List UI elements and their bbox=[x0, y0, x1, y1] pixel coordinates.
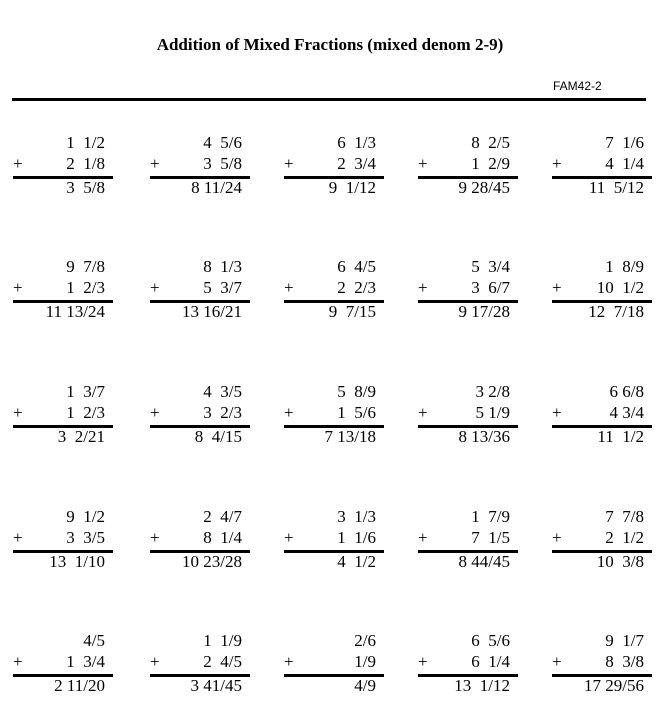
addend-bottom: 6 1/4 bbox=[471, 652, 510, 671]
addend-bottom: 2 3/4 bbox=[337, 154, 376, 173]
answer: 7 13/18 bbox=[324, 427, 376, 446]
addend-bottom: 1 5/6 bbox=[337, 403, 376, 422]
addition-problem bbox=[552, 507, 652, 577]
addend-top: 3 2/8 bbox=[475, 382, 510, 401]
addend-bottom: 2 1/2 bbox=[605, 528, 644, 547]
answer: 11 5/12 bbox=[588, 178, 644, 197]
plus-sign: + bbox=[552, 652, 562, 671]
answer: 9 7/15 bbox=[328, 302, 376, 321]
addition-problem bbox=[284, 382, 384, 452]
addend-top: 9 7/8 bbox=[66, 257, 105, 276]
plus-sign: + bbox=[418, 278, 428, 297]
plus-sign: + bbox=[552, 154, 562, 173]
answer: 10 3/8 bbox=[596, 552, 644, 571]
addition-problem bbox=[150, 507, 250, 577]
addend-bottom: 1/9 bbox=[354, 652, 376, 671]
plus-sign: + bbox=[13, 528, 23, 547]
addend-top: 5 8/9 bbox=[337, 382, 376, 401]
addition-problem bbox=[418, 631, 518, 701]
answer: 4 1/2 bbox=[337, 552, 376, 571]
addend-bottom: 10 1/2 bbox=[596, 278, 644, 297]
plus-sign: + bbox=[418, 403, 428, 422]
addition-problem bbox=[284, 257, 384, 327]
addend-top: 9 1/7 bbox=[605, 631, 644, 650]
addend-top: 8 1/3 bbox=[203, 257, 242, 276]
addend-top: 1 3/7 bbox=[66, 382, 105, 401]
addition-problem bbox=[418, 507, 518, 577]
answer: 13 1/12 bbox=[454, 676, 510, 695]
addend-bottom: 5 3/7 bbox=[203, 278, 242, 297]
addition-problem bbox=[150, 257, 250, 327]
answer: 17 29/56 bbox=[584, 676, 644, 695]
plus-sign: + bbox=[284, 652, 294, 671]
addition-problem bbox=[150, 382, 250, 452]
addend-bottom: 4 1/4 bbox=[605, 154, 644, 173]
plus-sign: + bbox=[284, 403, 294, 422]
answer: 13 1/10 bbox=[49, 552, 105, 571]
addition-problem bbox=[13, 257, 113, 327]
addend-top: 6 5/6 bbox=[471, 631, 510, 650]
answer: 3 41/45 bbox=[190, 676, 242, 695]
addend-top: 2 4/7 bbox=[203, 507, 242, 526]
plus-sign: + bbox=[150, 403, 160, 422]
addition-problem bbox=[13, 631, 113, 701]
addend-top: 4 3/5 bbox=[203, 382, 242, 401]
addition-problem bbox=[13, 133, 113, 203]
addition-problem bbox=[552, 382, 652, 452]
addend-top: 4 5/6 bbox=[203, 133, 242, 152]
answer: 8 13/36 bbox=[458, 427, 510, 446]
addend-bottom: 2 1/8 bbox=[66, 154, 105, 173]
addend-top: 4/5 bbox=[83, 631, 105, 650]
addend-bottom: 1 2/3 bbox=[66, 278, 105, 297]
addend-bottom: 8 3/8 bbox=[605, 652, 644, 671]
answer: 3 2/21 bbox=[57, 427, 105, 446]
plus-sign: + bbox=[284, 278, 294, 297]
addend-bottom: 3 6/7 bbox=[471, 278, 510, 297]
answer: 11 1/2 bbox=[597, 427, 644, 446]
answer: 10 23/28 bbox=[182, 552, 242, 571]
addend-bottom: 3 2/3 bbox=[203, 403, 242, 422]
answer: 8 4/15 bbox=[194, 427, 242, 446]
addend-top: 2/6 bbox=[354, 631, 376, 650]
addend-bottom: 8 1/4 bbox=[203, 528, 242, 547]
addend-bottom: 4 3/4 bbox=[609, 403, 644, 422]
answer: 4/9 bbox=[354, 676, 376, 695]
answer: 2 11/20 bbox=[54, 676, 105, 695]
addition-problem bbox=[284, 507, 384, 577]
addend-bottom: 1 3/4 bbox=[66, 652, 105, 671]
plus-sign: + bbox=[150, 652, 160, 671]
answer: 13 16/21 bbox=[182, 302, 242, 321]
plus-sign: + bbox=[13, 154, 23, 173]
addend-top: 6 6/8 bbox=[609, 382, 644, 401]
answer: 9 17/28 bbox=[458, 302, 510, 321]
addend-bottom: 1 2/9 bbox=[471, 154, 510, 173]
plus-sign: + bbox=[13, 278, 23, 297]
addend-top: 6 1/3 bbox=[337, 133, 376, 152]
plus-sign: + bbox=[150, 528, 160, 547]
addend-bottom: 7 1/5 bbox=[471, 528, 510, 547]
addition-problem bbox=[418, 382, 518, 452]
answer: 12 7/18 bbox=[588, 302, 644, 321]
answer: 9 1/12 bbox=[328, 178, 376, 197]
addition-problem bbox=[13, 507, 113, 577]
answer: 8 44/45 bbox=[458, 552, 510, 571]
plus-sign: + bbox=[150, 278, 160, 297]
plus-sign: + bbox=[150, 154, 160, 173]
addition-problem bbox=[13, 382, 113, 452]
addition-problem bbox=[418, 257, 518, 327]
addend-bottom: 1 1/6 bbox=[337, 528, 376, 547]
answer: 3 5/8 bbox=[66, 178, 105, 197]
plus-sign: + bbox=[418, 528, 428, 547]
addend-top: 6 4/5 bbox=[337, 257, 376, 276]
addend-bottom: 3 5/8 bbox=[203, 154, 242, 173]
addend-top: 8 2/5 bbox=[471, 133, 510, 152]
addend-top: 7 1/6 bbox=[605, 133, 644, 152]
addend-top: 5 3/4 bbox=[471, 257, 510, 276]
plus-sign: + bbox=[552, 278, 562, 297]
addend-bottom: 5 1/9 bbox=[475, 403, 510, 422]
addend-bottom: 2 2/3 bbox=[337, 278, 376, 297]
addition-problem bbox=[418, 133, 518, 203]
plus-sign: + bbox=[284, 154, 294, 173]
addend-bottom: 3 3/5 bbox=[66, 528, 105, 547]
addend-top: 1 1/2 bbox=[66, 133, 105, 152]
addend-top: 7 7/8 bbox=[605, 507, 644, 526]
addition-problem bbox=[150, 133, 250, 203]
plus-sign: + bbox=[284, 528, 294, 547]
worksheet-code: FAM42-2 bbox=[553, 79, 602, 93]
addend-bottom: 2 4/5 bbox=[203, 652, 242, 671]
plus-sign: + bbox=[418, 154, 428, 173]
addend-top: 1 7/9 bbox=[471, 507, 510, 526]
plus-sign: + bbox=[13, 652, 23, 671]
addition-problem bbox=[150, 631, 250, 701]
plus-sign: + bbox=[552, 528, 562, 547]
addition-problem bbox=[284, 631, 384, 701]
addend-top: 1 1/9 bbox=[203, 631, 242, 650]
addend-top: 3 1/3 bbox=[337, 507, 376, 526]
answer: 11 13/24 bbox=[45, 302, 105, 321]
addition-problem bbox=[284, 133, 384, 203]
addition-problem bbox=[552, 133, 652, 203]
worksheet-title: Addition of Mixed Fractions (mixed denom 2-9) bbox=[156, 35, 504, 54]
plus-sign: + bbox=[418, 652, 428, 671]
answer: 8 11/24 bbox=[191, 178, 242, 197]
plus-sign: + bbox=[552, 403, 562, 422]
addend-top: 9 1/2 bbox=[66, 507, 105, 526]
addition-problem bbox=[552, 257, 652, 327]
answer: 9 28/45 bbox=[458, 178, 510, 197]
addend-top: 1 8/9 bbox=[605, 257, 644, 276]
plus-sign: + bbox=[13, 403, 23, 422]
addend-bottom: 1 2/3 bbox=[66, 403, 105, 422]
addition-problem bbox=[552, 631, 652, 701]
